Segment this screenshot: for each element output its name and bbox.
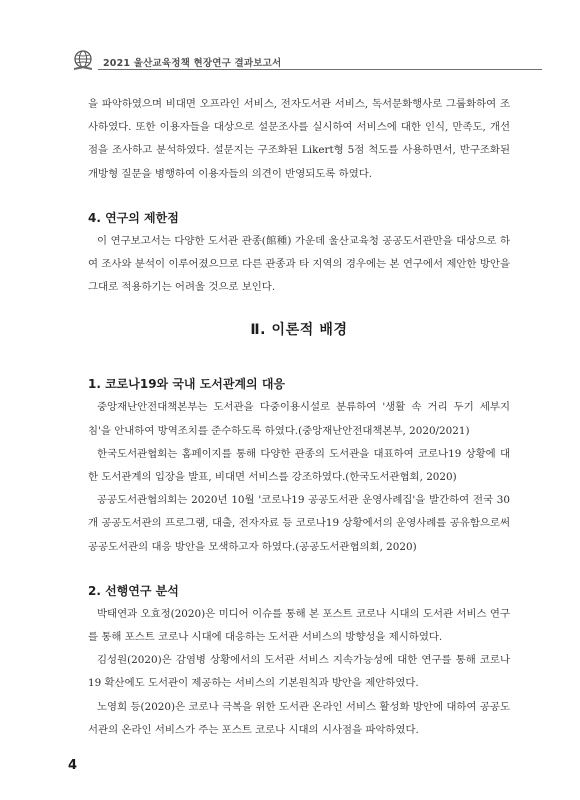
intro-paragraph: 을 파악하였으며 비대면 오프라인 서비스, 전자도서관 서비스, 독서문화행사로 그룹화하여 조사하였다. 또한 이용자들을 대상으로 설문조사를 실시하여 서비스에 대한 인식, 만족도, 개선점을 조사하고 분석하였다. 설문지는 구조화된 Likert형 5점 척도를 사용하면서, 반구조화된 개방형 질문을 병행하여 이용자들의 의견이 반영되도록 하였다. (88, 98, 510, 180)
paragraph: 한국도서관협회는 홈페이지를 통해 다양한 관종의 도서관을 대표하여 코로나19 상황에 대한 도서관계의 입장을 발표, 비대면 서비스를 강조하였다.(한국도서관협회, 2020) (88, 447, 510, 484)
section-heading-limitations: 4. 연구의 제한점 (88, 210, 179, 225)
paragraph: 중앙재난안전대책본부는 도서관을 다중이용시설로 분류하여 '생활 속 거리 두기 세부지침'을 안내하여 방역조치를 준수하도록 하였다.(중앙재난안전대책본부, 2020/2021) (88, 401, 510, 437)
chapter-title: Ⅱ. 이론적 배경 (250, 322, 348, 339)
page-header (72, 49, 542, 73)
limitations-paragraph: 이 연구보고서는 다양한 도서관 관종(館種) 가운데 울산교육청 공공도서관만을 대상으로 하여 조사와 분석이 이루어졌으므로 다른 관종과 타 지역의 경우에는 본 연구에서 제안한 방안을 그대로 적용하기는 어려울 것으로 보인다. (88, 234, 510, 294)
section-heading-covid-response: 1. 코로나19와 국내 도서관계의 대응 (88, 377, 286, 392)
header-title: 2021 울산교육정책 현장연구 결과보고서 (103, 58, 282, 69)
header-rule (98, 69, 542, 70)
section-heading-prior-research: 2. 선행연구 분석 (88, 583, 179, 598)
page-number: 4 (68, 758, 78, 773)
paragraph: 박태연과 오효정(2020)은 미디어 이슈를 통해 본 포스트 코로나 시대의 도서관 서비스 연구를 통해 포스트 코로나 시대에 대응하는 도서관 서비스의 방향성을 제시하였다. (88, 607, 510, 644)
paragraph: 노영희 등(2020)은 코로나 극복을 위한 도서관 온라인 서비스 활성화 방안에 대하여 공공도서관의 온라인 서비스가 주는 포스트 코로나 시대의 시사점을 파악하였다. (88, 700, 510, 736)
paragraph: 공공도서관협의회는 2020년 10월 '코로나19 공공도서관 운영사례집'을 발간하여 전국 30개 공공도서관의 프로그램, 대출, 전자자료 등 코로나19 상황에서의 운영사례를 공유함으로써 공공도서관의 대응 방안을 모색하고자 하였다.(공공도서관협의회, 2020) (88, 494, 510, 553)
paragraph: 김성원(2020)은 감염병 상황에서의 도서관 서비스 지속가능성에 대한 연구를 통해 코로나19 확산에도 도서관이 제공하는 서비스의 기본원칙과 방안을 제안하였다. (88, 654, 510, 690)
globe-book-icon (72, 49, 94, 71)
page-body (88, 93, 510, 742)
